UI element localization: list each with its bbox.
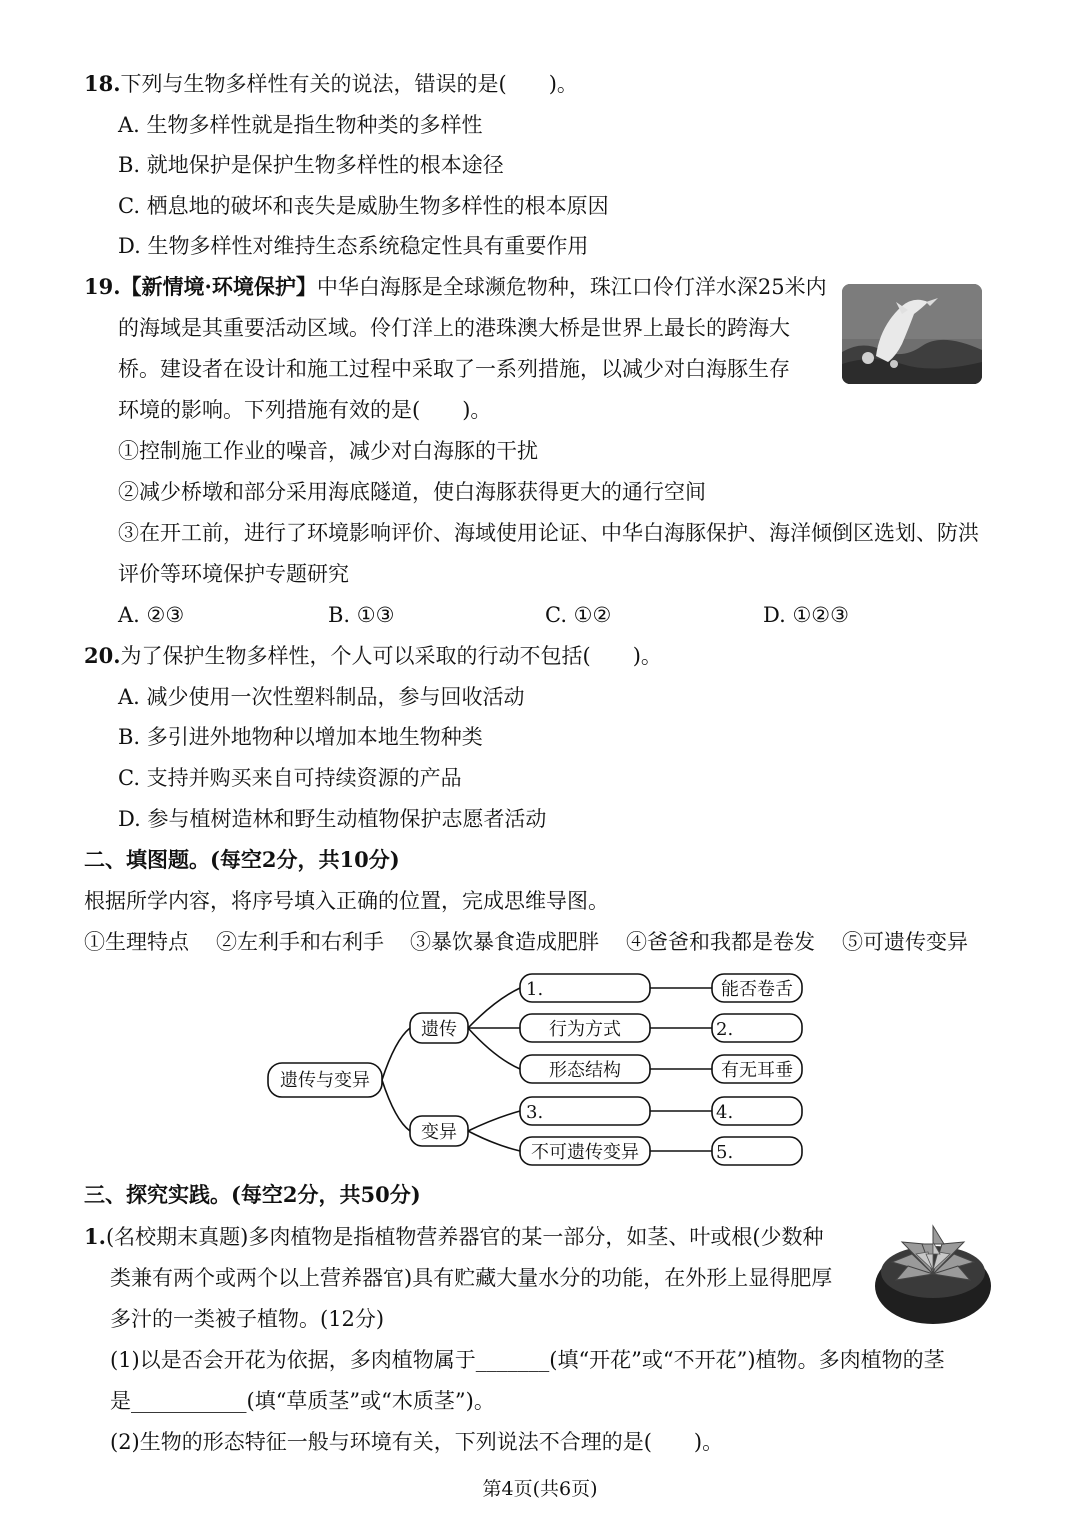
connector-heredity-form: [468, 1028, 520, 1069]
node-mid-4-label: 3.: [526, 1102, 544, 1123]
choice-2: ②左利手和右利手: [216, 930, 384, 954]
q19-line-1: [84, 273, 827, 301]
q19-tag: 【新情境·环境保护】: [120, 274, 317, 299]
dolphin-photo: [842, 284, 982, 384]
q19-line-2: 的海域是其重要活动区域。伶仃洋上的港珠澳大桥是世界上最长的跨海大: [118, 316, 790, 340]
node-right-1-label: 能否卷舌: [721, 979, 793, 1000]
node-root-label: 遗传与变异: [280, 1070, 370, 1091]
node-variation-label: 变异: [421, 1122, 457, 1143]
connector-variation-5: [468, 1131, 520, 1151]
node-right-4-label: 4.: [716, 1102, 734, 1123]
q20-option-b: B. 多引进外地物种以增加本地生物种类: [118, 725, 483, 749]
section3-title: 三、探究实践。(每空2分，共50分): [84, 1182, 421, 1207]
q19-option-b: B. ①③: [328, 603, 395, 627]
q1-line-1: [84, 1223, 824, 1251]
choice-4: ④爸爸和我都是卷发: [626, 930, 815, 954]
q20-stem: [84, 642, 662, 670]
q19-item-3: ③在开工前，进行了环境影响评价、海域使用论证、中华白海豚保护、海洋倾倒区选划、防洪: [118, 521, 979, 545]
choice-1: ①生理特点: [84, 930, 189, 954]
q18-option-c: C. 栖息地的破坏和丧失是威胁生物多样性的根本原因: [118, 194, 609, 218]
q20-option-a: A. 减少使用一次性塑料制品，参与回收活动: [118, 685, 525, 709]
choice-5: ⑤可遗传变异: [842, 930, 968, 954]
q19-item-2: ②减少桥墩和部分采用海底隧道，使白海豚获得更大的通行空间: [118, 480, 706, 504]
node-mid-2-label: 行为方式: [549, 1019, 621, 1040]
mind-map: [260, 960, 820, 1175]
node-mid-1-label: 1.: [526, 979, 544, 1000]
q20-option-d: D. 参与植树造林和野生动植物保护志愿者活动: [118, 807, 547, 831]
q20-stem-text: 为了保护生物多样性，个人可以采取的行动不包括( )。: [120, 644, 662, 668]
q1-sub1-line-2: 是___________(填“草质茎”或“木质茎”)。: [110, 1389, 495, 1413]
q20-option-c: C. 支持并购买来自可持续资源的产品: [118, 766, 462, 790]
node-right-3-label: 有无耳垂: [721, 1060, 793, 1081]
succulent-photo: [872, 1214, 994, 1326]
section2-title: 二、填图题。(每空2分，共10分): [84, 847, 400, 872]
q18-stem: [84, 70, 578, 98]
q18-option-b: B. 就地保护是保护生物多样性的根本途径: [118, 153, 504, 177]
q1-line-2: 类兼有两个或两个以上营养器官)具有贮藏大量水分的功能，在外形上显得肥厚: [110, 1266, 833, 1290]
connector-heredity-1: [468, 988, 520, 1028]
q19-option-c: C. ①②: [545, 603, 612, 627]
connector-root-variation: [382, 1080, 410, 1131]
node-right-2-label: 2.: [716, 1019, 734, 1040]
q19-line-1-text: 中华白海豚是全球濒危物种，珠江口伶仃洋水深25米内: [316, 275, 827, 299]
page-footer: 第4页(共6页): [482, 1478, 598, 1500]
q18-option-d: D. 生物多样性对维持生态系统稳定性具有重要作用: [118, 234, 589, 258]
q19-item-1: ①控制施工作业的噪音，减少对白海豚的干扰: [118, 439, 538, 463]
q19-number: 19.: [84, 274, 121, 299]
q19-line-4: 环境的影响。下列措施有效的是( )。: [118, 398, 492, 422]
q19-option-d: D. ①②③: [763, 603, 849, 627]
q1-line-1-text: (名校期末真题)多肉植物是指植物营养器官的某一部分，如茎、叶或根(少数种: [105, 1225, 824, 1249]
dolphin-image: [842, 284, 982, 384]
succulent-image: [872, 1214, 994, 1326]
connector-variation-3: [468, 1111, 520, 1131]
q19-line-3: 桥。建设者在设计和施工过程中采取了一系列措施，以减少对白海豚生存: [118, 357, 790, 381]
q19-item-3-cont: 评价等环境保护专题研究: [118, 562, 349, 586]
q1-line-3: 多汁的一类被子植物。(12分): [110, 1307, 385, 1331]
connector-root-heredity: [382, 1028, 410, 1080]
section2-instruction: 根据所学内容，将序号填入正确的位置，完成思维导图。: [84, 889, 609, 913]
q20-number: 20.: [84, 643, 121, 668]
q18-number: 18.: [84, 71, 121, 96]
q1-number: 1.: [84, 1224, 106, 1249]
node-heredity-label: 遗传: [421, 1019, 457, 1040]
node-mid-5-label: 不可遗传变异: [531, 1142, 639, 1163]
q1-sub1-line-1: (1)以是否会开花为依据，多肉植物属于_______(填“开花”或“不开花”)植物。多肉植物的茎: [110, 1348, 945, 1372]
q1-sub2: (2)生物的形态特征一般与环境有关，下列说法不合理的是( )。: [110, 1430, 724, 1454]
q18-stem-text: 下列与生物多样性有关的说法，错误的是( )。: [120, 72, 578, 96]
q18-option-a: A. 生物多样性就是指生物种类的多样性: [118, 113, 483, 137]
q19-option-a: A. ②③: [118, 603, 185, 627]
node-mid-3-label: 形态结构: [549, 1060, 621, 1081]
choice-3: ③暴饮暴食造成肥胖: [410, 930, 599, 954]
node-right-5-label: 5.: [716, 1142, 734, 1163]
